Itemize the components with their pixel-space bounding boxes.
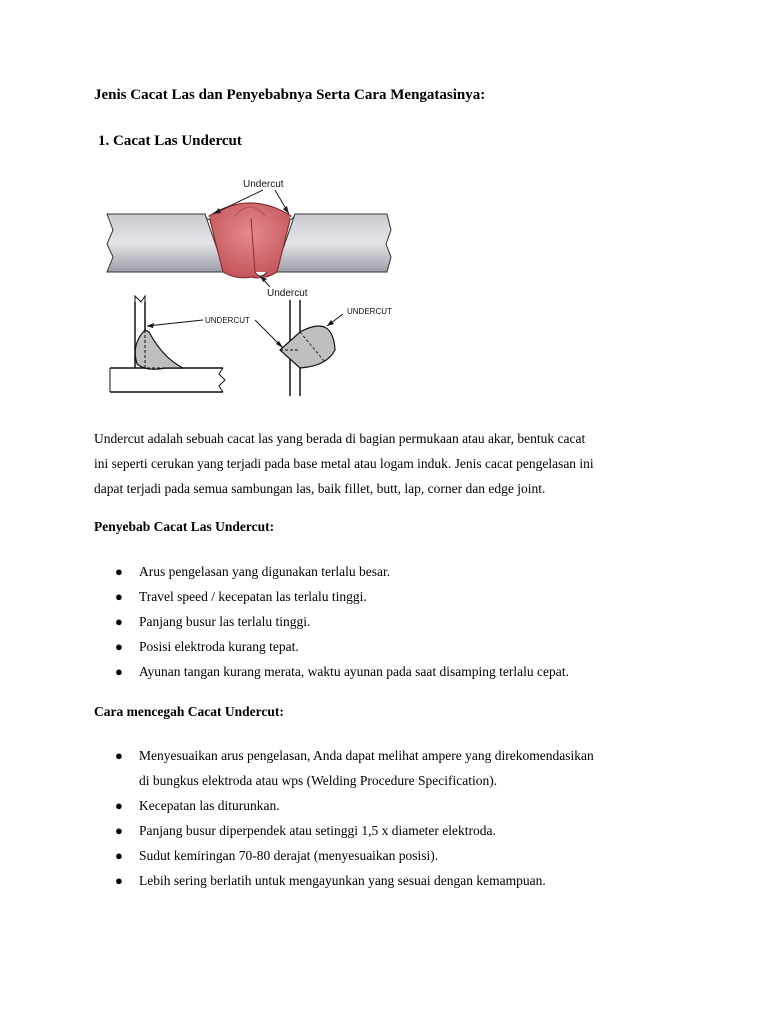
undercut-fillet-weld-diagram bbox=[105, 292, 395, 404]
undercut-butt-weld-diagram bbox=[105, 172, 395, 297]
section-heading: 1. Cacat Las Undercut bbox=[98, 133, 242, 149]
causes-list bbox=[94, 559, 569, 684]
bullet-icon: ● bbox=[115, 823, 123, 838]
undercut-label-fillet-left: UNDERCUT bbox=[205, 316, 250, 325]
bullet-icon: ● bbox=[115, 748, 123, 763]
list-item: ● Ayunan tangan kurang merata, waktu ayunan pada saat disamping terlalu cepat. bbox=[94, 659, 569, 684]
prevention-heading: Cara mencegah Cacat Undercut: bbox=[94, 704, 284, 719]
prevention-list bbox=[94, 743, 594, 893]
list-item: ● Posisi elektroda kurang tepat. bbox=[94, 634, 569, 659]
bullet-icon: ● bbox=[115, 564, 123, 579]
right-plate bbox=[275, 214, 391, 272]
undercut-label-fillet-right: UNDERCUT bbox=[347, 307, 392, 316]
list-item: ● Panjang busur las terlalu tinggi. bbox=[94, 609, 569, 634]
list-item: ● Menyesuaikan arus pengelasan, Anda dapat melihat ampere yang direkomendasikan di bungkus elektroda atau wps (Welding Procedure Specification). bbox=[94, 743, 594, 793]
bullet-icon: ● bbox=[115, 589, 123, 604]
list-item: ● Kecepatan las diturunkan. bbox=[94, 793, 594, 818]
list-item: ● Arus pengelasan yang digunakan terlalu besar. bbox=[94, 559, 569, 584]
document-title: Jenis Cacat Las dan Penyebabnya Serta Cara Mengatasinya: bbox=[94, 87, 486, 103]
list-item: ● Travel speed / kecepatan las terlalu tinggi. bbox=[94, 584, 569, 609]
list-item: ● Sudut kemiringan 70-80 derajat (menyesuaikan posisi). bbox=[94, 843, 594, 868]
bullet-icon: ● bbox=[115, 614, 123, 629]
paragraph-line: dapat terjadi pada semua sambungan las, baik fillet, butt, lap, corner dan edge joint. bbox=[94, 481, 546, 496]
weld-bead bbox=[209, 203, 291, 278]
undercut-description bbox=[94, 426, 694, 501]
list-item: ● Panjang busur diperpendek atau setinggi 1,5 x diameter elektroda. bbox=[94, 818, 594, 843]
left-plate bbox=[107, 214, 225, 272]
bullet-icon: ● bbox=[115, 664, 123, 679]
bullet-icon: ● bbox=[115, 639, 123, 654]
paragraph-line: ini seperti cerukan yang terjadi pada base metal atau logam induk. Jenis cacat pengelasan ini bbox=[94, 456, 594, 471]
undercut-label-top: Undercut bbox=[243, 179, 284, 190]
bullet-icon: ● bbox=[115, 798, 123, 813]
left-fillet-weld bbox=[135, 330, 183, 369]
right-fillet-weld bbox=[280, 326, 335, 368]
list-item: ● Lebih sering berlatih untuk mengayunkan yang sesuai dengan kemampuan. bbox=[94, 868, 594, 893]
bullet-icon: ● bbox=[115, 873, 123, 888]
causes-heading: Penyebab Cacat Las Undercut: bbox=[94, 519, 275, 534]
bullet-icon: ● bbox=[115, 848, 123, 863]
undercut-label-root: Undercut bbox=[267, 288, 308, 297]
paragraph-line: Undercut adalah sebuah cacat las yang berada di bagian permukaan atau akar, bentuk cacat bbox=[94, 431, 586, 446]
